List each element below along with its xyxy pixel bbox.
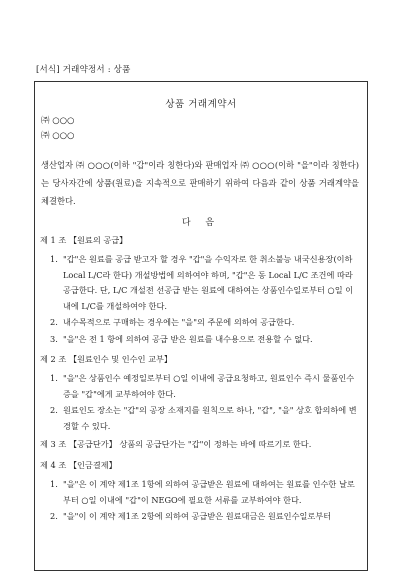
item-number: 1.: [50, 254, 58, 264]
item-text: "을"이 이 계약 제1조 2항에 의하여 공급받은 원료대금은 원료인수일로부터: [63, 511, 332, 521]
article-1-item-2: [50, 315, 359, 331]
article-2-item-1: [50, 371, 359, 402]
section-heading: 다 음: [181, 218, 221, 228]
article-2-item-2: [50, 403, 359, 434]
item-number: 1.: [50, 479, 58, 489]
item-number: 2.: [50, 317, 58, 327]
item-number: 2.: [50, 405, 58, 415]
item-text: 내수목적으로 구매하는 경우에는 "을"의 주문에 의하여 공급한다.: [63, 317, 295, 327]
party-1: ㈜ ○○○: [41, 116, 75, 126]
article-1-item-1: [50, 252, 359, 314]
article-2-heading: 제 2 조 【원료인수 및 인수인 교부】: [40, 354, 173, 364]
article-4-item-1: [50, 477, 359, 508]
item-text: 원료인도 장소는 "갑"의 공장 소재지를 원칙으로 하나, "갑", "을" 상호 합의하에 변경할 수 있다.: [63, 405, 357, 431]
intro-paragraph: 생산업자 ㈜ ○○○(이하 "갑"이라 칭한다)와 판매업자 ㈜ ○○○(이하 "을"이라 칭한다)는 당사자간에 상품(원료)을 지속적으로 판매하기 위하여 다음과 같이 상품 거래계약을 체결한다.: [41, 160, 359, 206]
item-text: "갑"은 원료를 공급 받고자 할 경우 "갑"을 수익자로 한 취소불능 내국신용장(이하 Local L/C라 한다) 개설방법에 의하여야 하며, "갑"은 동 Local L/C 조건에 따라 공급한다. 단, L/C 개설전 선공급 받는 원료에 대하여는 상품인수일로부터 ○일 이내에 L/C를 개설하여야 한다.: [63, 254, 354, 311]
article-1-heading: 제 1 조 【원료의 공급】: [40, 235, 128, 245]
article-4-item-2: [50, 509, 359, 525]
article-1-item-3: [50, 332, 359, 348]
article-3-heading: 제 3 조 【공급단가】 상품의 공급단가는 "갑"이 정하는 바에 따르기로 한다.: [40, 439, 312, 449]
item-text: "을"은 상품인수 예정일로부터 ○일 이내에 공급요청하고, 원료인수 즉시 물품인수증을 "갑"에게 교부하여야 한다.: [63, 373, 355, 399]
contract-document: [34, 81, 368, 571]
item-text: "을"은 이 계약 제1조 1항에 의하여 공급받은 원료에 대하여는 원료를 인수한 날로 부터 ○일 이내에 "갑"이 NEGO에 필요한 서류를 교부하여야 한다.: [63, 479, 355, 505]
form-label: [서식] 거래약정서 : 상품: [36, 65, 131, 75]
item-number: 1.: [50, 373, 58, 383]
article-4-heading: 제 4 조 【인금결제】: [40, 460, 117, 470]
item-number: 2.: [50, 511, 58, 521]
document-title: 상품 거래계약서: [165, 99, 237, 110]
item-number: 3.: [50, 334, 58, 344]
item-text: "을"은 전 1 항에 의하여 공급 받은 원료를 내수용으로 전용할 수 없다.: [63, 334, 313, 344]
party-2: ㈜ ○○○: [41, 131, 75, 141]
